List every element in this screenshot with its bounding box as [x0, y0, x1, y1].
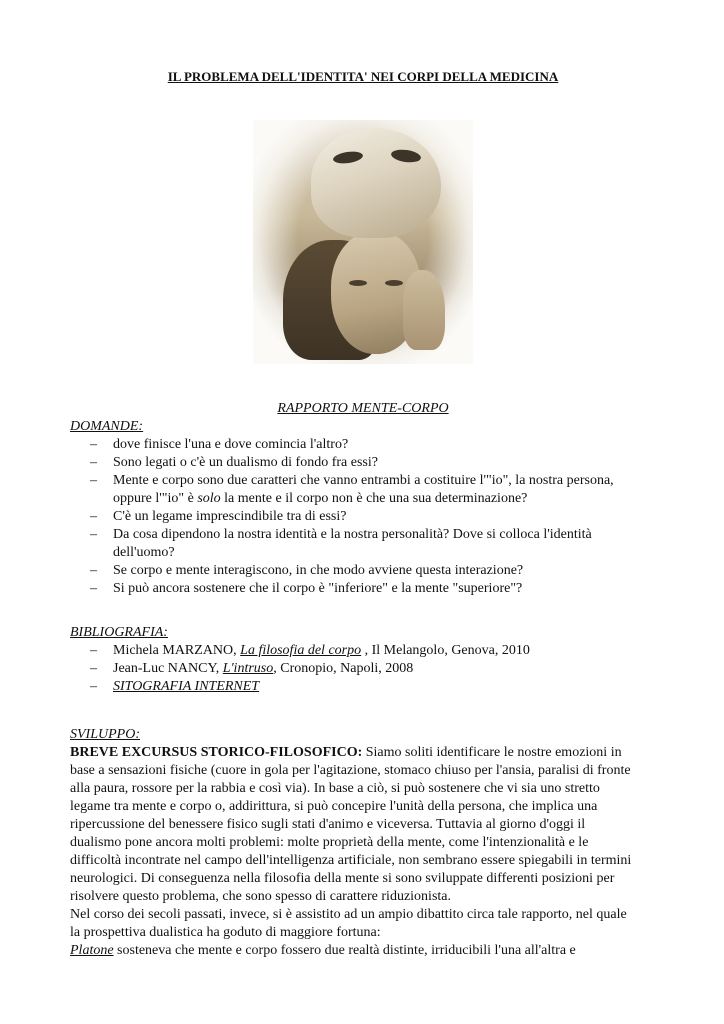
- list-item: – Da cosa dipendono la nostra identità e la nostra personalità? Dove si colloca l'identità dell'uomo?: [70, 526, 656, 562]
- list-item: – dove finisce l'una e dove comincia l'altro?: [70, 436, 656, 454]
- paragraph-line: risolvere questo problema, che sono spesso di carattere riduzionista.: [70, 889, 451, 904]
- page-title: IL PROBLEMA DELL'IDENTITA' NEI CORPI DELLA MEDICINA: [167, 69, 559, 84]
- paragraph-line: BREVE EXCURSUS STORICO-FILOSOFICO: Siamo soliti identificare le nostre emozioni in: [70, 745, 622, 760]
- image-mask-eye-right: [390, 148, 421, 164]
- list-item: – Se corpo e mente interagiscono, in che modo avviene questa interazione?: [70, 562, 656, 580]
- sitografia-link[interactable]: SITOGRAFIA INTERNET: [113, 679, 260, 694]
- paragraph-line: dualismo pone ancora molti problemi: molte proprietà della mente, come l'intenzionalità e le: [70, 835, 589, 850]
- list-item: [70, 678, 656, 696]
- book-title-link[interactable]: L'intruso: [222, 661, 274, 676]
- image-hand: [403, 270, 445, 350]
- mask-face-image: [253, 120, 473, 364]
- paragraph-line: legame tra mente e corpo o, addirittura, si può concepire l'unità della persona, che implica una: [70, 799, 598, 814]
- paragraph-line: Platone sosteneva che mente e corpo fossero due realtà distinte, irriducibili l'una all'altra e: [70, 943, 576, 958]
- paragraph-line: la prospettiva dualistica ha goduto di maggiore fortuna:: [70, 925, 381, 940]
- paragraph-line: ripercussione del benessere fisico sugli stati d'animo e viceversa. Tuttavia al giorno d'oggi il: [70, 817, 586, 832]
- bibliografia-heading: BIBLIOGRAFIA:: [70, 625, 168, 640]
- domande-list: [70, 436, 656, 598]
- image-mask: [311, 128, 441, 238]
- paragraph-line: base a sensazioni fisiche (cuore in gola per l'agitazione, stomaco chiuso per l'ansia, paralisi di fronte: [70, 763, 631, 778]
- list-item: – Mente e corpo sono due caratteri che vanno entrambi a costituire l'"io", la nostra persona, oppure l'"io" è solo la mente e il corpo non è che una sua determinazione?: [70, 472, 656, 508]
- paragraph-line: Nel corso dei secoli passati, invece, si è assistito ad un ampio dibattito circa tale rapporto, nel quale: [70, 907, 627, 922]
- paragraph-line: alla paura, rossore per la rabbia e così via). In base a ciò, si può sostenere che vi sia uno stretto: [70, 781, 600, 796]
- list-item: – Jean-Luc NANCY, L'intruso, Cronopio, Napoli, 2008: [70, 660, 656, 678]
- bibliografia-list: [70, 642, 656, 696]
- list-item: – C'è un legame imprescindibile tra di essi?: [70, 508, 656, 526]
- image-mask-eye-left: [332, 150, 363, 165]
- paragraph-line: difficoltà incontrate nel campo dell'intelligenza artificiale, non sembrano essere spiegabili in termini: [70, 853, 632, 868]
- list-item: – Michela MARZANO, La filosofia del corpo , Il Melangolo, Genova, 2010: [70, 642, 656, 660]
- platone-link[interactable]: Platone: [70, 943, 114, 958]
- sviluppo-body: [70, 744, 656, 960]
- sviluppo-heading: SVILUPPO:: [70, 727, 140, 742]
- section-heading: RAPPORTO MENTE-CORPO: [277, 401, 449, 416]
- image-face-eye-right: [385, 280, 403, 286]
- image-face-eye-left: [349, 280, 367, 286]
- domande-heading: DOMANDE:: [70, 419, 144, 434]
- book-title-link[interactable]: La filosofia del corpo: [240, 643, 362, 658]
- paragraph-line: neurologici. Di conseguenza nella filosofia della mente si sono sviluppate differenti posizioni per: [70, 871, 615, 886]
- list-item: – Si può ancora sostenere che il corpo è "inferiore" e la mente "superiore"?: [70, 580, 656, 598]
- list-item: – Sono legati o c'è un dualismo di fondo fra essi?: [70, 454, 656, 472]
